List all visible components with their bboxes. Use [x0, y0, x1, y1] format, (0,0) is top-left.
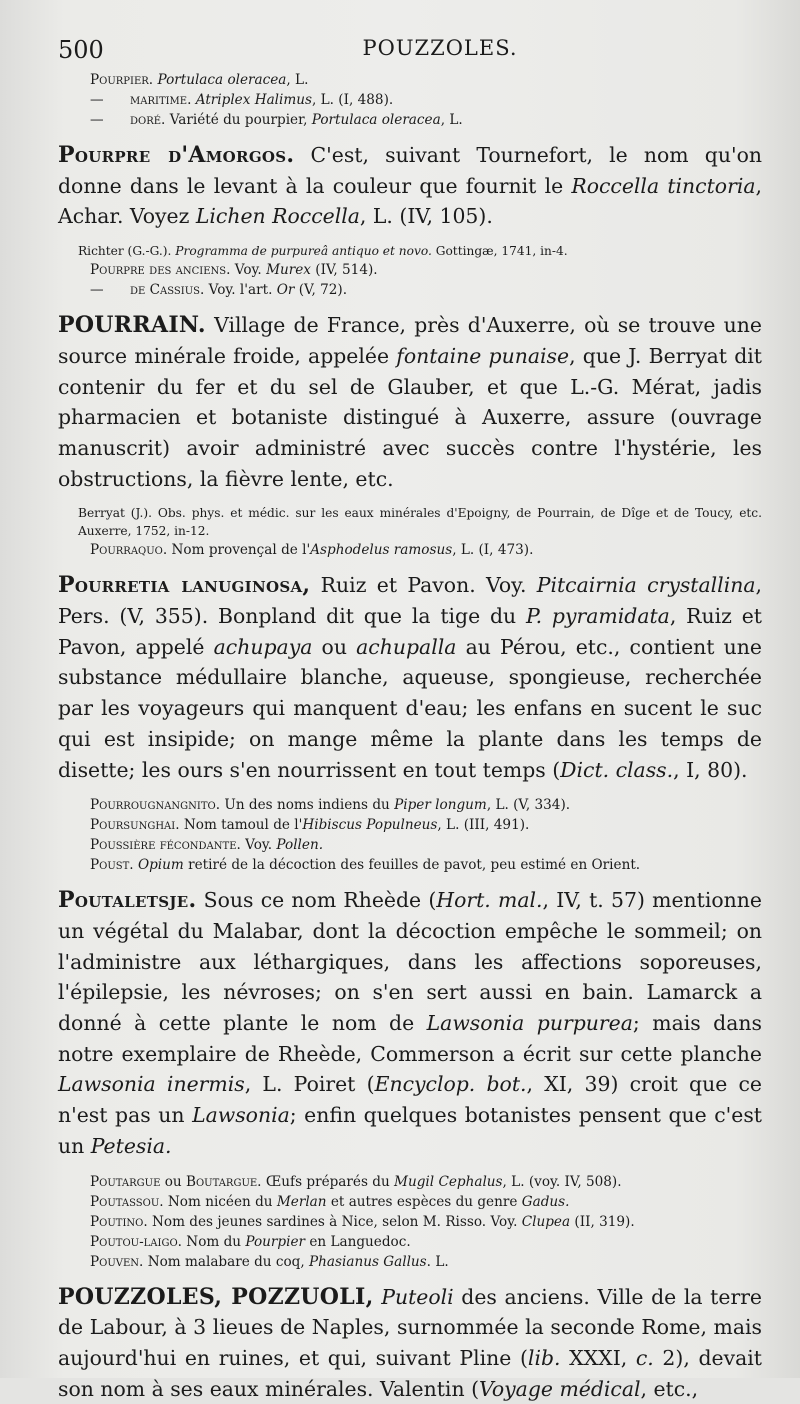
main-entry: POUZZOLES, POZZUOLI, Puteoli des anciens. Ville de la terre de Labour, à 3 lieues de Naples, surnommée la seconde Rome, mais aujourd'hui en ruines, et qui, suivant Pline (lib. XXXI, c. 2), devait son nom à ses eaux minérales. Valentin (Voyage médical, etc., [58, 1283, 763, 1401]
main-entry: POURRAIN. Village de France, près d'Auxerre, où se trouve une source minérale froide, appelée fontaine punaise, que J. Berryat dit contenir du fer et du sel de Glauber, et que L.-G. Mérat, jadis pharmacien et botaniste distingué à Auxerre, assure (ouvrage manuscrit) avoir administré avec succès contre l'hystérie, les obstructions, la fièvre lente, etc. [58, 312, 763, 491]
bibliographic-reference: Berryat (J.). Obs. phys. et médic. sur les eaux minérales d'Epoigny, de Pourrain, de Dîge et de Toucy, etc. Auxerre, 1752, in-12. [78, 506, 762, 539]
short-entry: Poutino. Nom des jeunes sardines à Nice, selon M. Risso. Voy. Clupea (II, 319). [90, 1213, 635, 1230]
short-entry: Poussière fécondante. Voy. Pollen. [90, 837, 324, 854]
short-entry: — maritime. Atriplex Halimus, L. (I, 488). [90, 92, 394, 108]
short-entry: Poutou-laigo. Nom du Pourpier en Languedoc. [90, 1233, 411, 1250]
short-entry: — de Cassius. Voy. l'art. Or (V, 72). [90, 282, 348, 299]
dictionary-body [58, 70, 762, 1404]
page-number: 500 [58, 36, 104, 64]
short-entry: Pouven. Nom malabare du coq, Phasianus Gallus. L. [90, 1253, 449, 1270]
entry-gap [58, 875, 762, 885]
page-header [58, 32, 762, 70]
short-entry: Pourpre des anciens. Voy. Murex (IV, 514). [90, 262, 378, 279]
main-entry: Pourpre d'Amorgos. C'est, suivant Tournefort, le nom qu'on donne dans le levant à la couleur que fournit le Roccella tinctoria, Achar. Voyez Lichen Roccella, L. (IV, 105). [58, 142, 762, 229]
entry-gap [58, 785, 762, 795]
short-entry: Poust. Opium retiré de la décoction des feuilles de pavot, peu estimé en Orient. [90, 857, 641, 874]
entry-gap [58, 494, 762, 504]
short-entry: Poutargue ou Boutargue. Œufs préparés du Mugil Cephalus, L. (voy. IV, 508). [90, 1173, 622, 1190]
entry-gap [58, 232, 762, 242]
running-title: POUZZOLES. [362, 36, 518, 60]
main-entry: Poutaletsje. Sous ce nom Rheède (Hort. mal., IV, t. 57) mentionne un végétal du Malabar, dont la décoction empêche le sommeil; on l'administre aux léthargiques, dans les affections soporeuses, l'épilepsie, les névroses; on s'en sert aussi en bain. Lamarck a donné à cette plante le nom de Lawsonia purpurea; mais dans notre exemplaire de Rheède, Commerson a écrit sur cette planche Lawsonia inermis, L. Poiret (Encyclop. bot., XI, 39) croit que ce n'est pas un Lawsonia; enfin quelques botanistes pensent que c'est un Petesia. [58, 887, 762, 1158]
entry-gap [58, 560, 762, 570]
short-entry: Pourraquo. Nom provençal de l'Asphodelus ramosus, L. (I, 473). [90, 542, 534, 559]
short-entry: Pourpier. Portulaca oleracea, L. [90, 72, 309, 88]
entry-gap [58, 1272, 762, 1282]
short-entry: Poursunghai. Nom tamoul de l'Hibiscus Populneus, L. (III, 491). [90, 817, 530, 834]
entry-gap [58, 300, 762, 310]
bibliographic-reference: Richter (G.-G.). Programma de purpureâ antiquo et novo. Gottingæ, 1741, in-4. [78, 244, 568, 259]
short-entry: Pourrougnangnito. Un des noms indiens du Piper longum, L. (V, 334). [90, 797, 571, 814]
short-entry: — doré. Variété du pourpier, Portulaca oleracea, L. [90, 112, 463, 128]
entry-gap [58, 130, 762, 140]
entry-gap [58, 1162, 762, 1172]
short-entry: Poutassou. Nom nicéen du Merlan et autres espèces du genre Gadus. [90, 1193, 570, 1210]
main-entry: Pourretia lanuginosa, Ruiz et Pavon. Voy. Pitcairnia crystallina, Pers. (V, 355). Bonpland dit que la tige du P. pyramidata, Ruiz et Pavon, appelé achupaya ou achupalla au Pérou, etc., contient une substance médullaire blanche, aqueuse, spongieuse, recherchée par les voyageurs qui manquent d'eau; les enfans en sucent le suc qui est insipide; on mange même la plante dans les temps de disette; les ours s'en nourrissent en tout temps (Dict. class., I, 80). [58, 572, 762, 782]
